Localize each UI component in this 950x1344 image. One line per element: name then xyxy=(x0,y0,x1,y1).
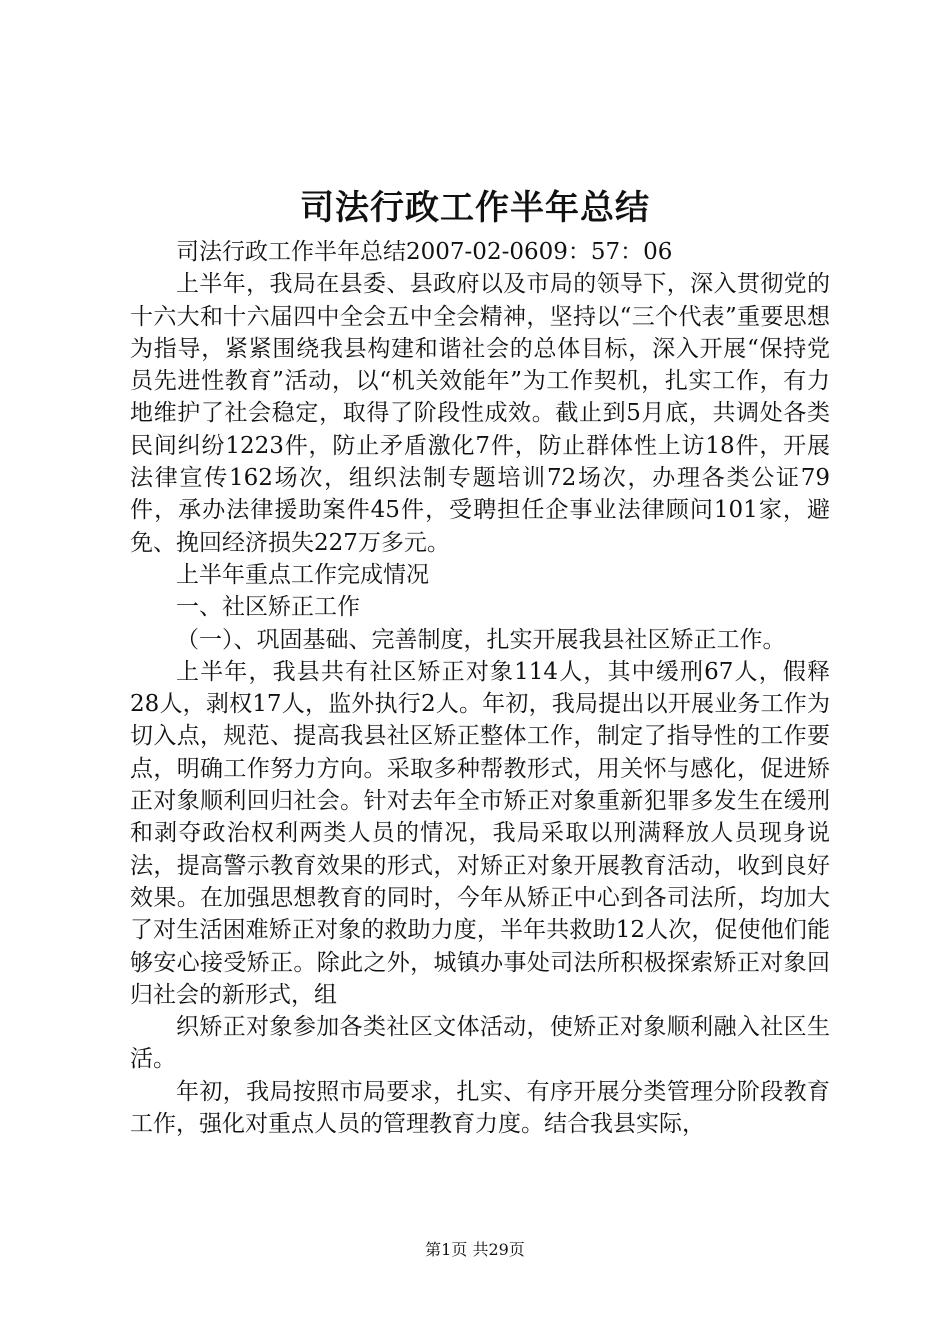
document-body xyxy=(130,236,830,1140)
paragraph-community-correction: 上半年，我县共有社区矫正对象114人，其中缓刑67人，假释28人，剥权17人，监外执行2人。年初，我局提出以开展业务工作为切入点，规范、提高我县社区矫正整体工作，制定了指导性的工作要点，明确工作努力方向。采取多种帮教形式，用关怀与感化，促进矫正对象顺利回归社会。针对去年全市矫正对象重新犯罪多发生在缓刑和剥夺政治权利两类人员的情况，我局采取以刑满释放人员现身说法，提高警示教育效果的形式，对矫正对象开展教育活动，收到良好效果。在加强思想教育的同时，今年从矫正中心到各司法所，均加大了对生活困难矫正对象的救助力度，半年共救助12人次，促使他们能够安心接受矫正。除此之外，城镇办事处司法所积极探索矫正对象回归社会的新形式，组 xyxy=(130,658,830,1008)
page-footer: 第1页 共29页 xyxy=(425,1240,525,1259)
document-title: 司法行政工作半年总结 xyxy=(300,188,650,228)
paragraph-classification: 年初，我局按照市局要求，扎实、有序开展分类管理分阶段教育工作，强化对重点人员的管理教育力度。结合我县实际， xyxy=(130,1078,830,1138)
paragraph-item-heading: （一）、巩固基础、完善制度，扎实开展我县社区矫正工作。 xyxy=(176,626,786,653)
paragraph-continuation: 织矫正对象参加各类社区文体活动，使矫正对象顺利融入社区生活。 xyxy=(130,1014,830,1073)
paragraph-section-heading: 上半年重点工作完成情况 xyxy=(176,561,429,588)
paragraph-header-line: 司法行政工作半年总结2007-02-0609：57：06 xyxy=(176,239,673,265)
paragraph-summary: 上半年，我局在县委、县政府以及市局的领导下，深入贯彻党的十六大和十六届四中全会五中全会精神，坚持以“三个代表”重要思想为指导，紧紧围绕我县构建和谐社会的总体目标，深入开展“保持党员先进性教育”活动，以“机关效能年”为工作契机，扎实工作，有力地维护了社会稳定，取得了阶段性成效。截止到5月底，共调处各类民间纠纷1223件，防止矛盾激化7件，防止群体性上访18件，开展法律宣传162场次，组织法制专题培训72场次，办理各类公证79件，承办法律援助案件45件，受聘担任企事业法律顾问101家，避免、挽回经济损失227万多元。 xyxy=(130,271,830,556)
paragraph-subsection-heading: 一、社区矫正工作 xyxy=(176,594,360,621)
